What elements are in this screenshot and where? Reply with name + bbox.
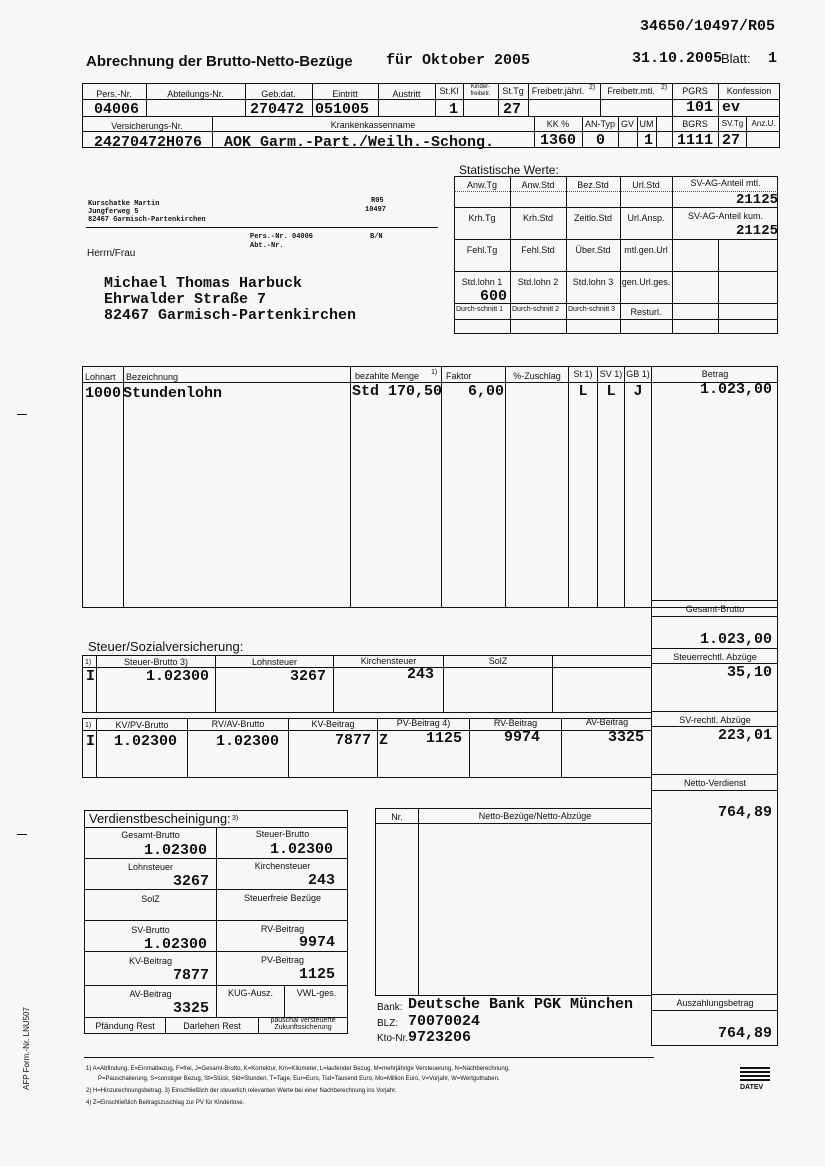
col-bezeichnung: Bezeichnung [126, 372, 179, 382]
label-konfession: Konfession [726, 86, 772, 96]
steuer-title: Steuer/Sozialversicherung: [88, 639, 244, 654]
stats-fehl-tg: Fehl.Tg [466, 245, 498, 255]
auszahlung-label: Auszahlungsbetrag [676, 998, 754, 1008]
label-solz: SolZ [488, 656, 508, 666]
note-2-b: 2) [661, 84, 668, 91]
vb-gesamt-brutto: 1.02300 [144, 842, 208, 859]
row-lohnart: 1000 [85, 385, 122, 402]
stats-std-lohn-1: Std.lohn 1 [461, 277, 503, 287]
stats-anw-std: Anw.Std [521, 180, 555, 190]
sender-abt-nr: Abt.-Nr. [250, 242, 284, 250]
label-lohnsteuer: Lohnsteuer [251, 657, 298, 667]
lohnsteuer-value: 3267 [289, 668, 326, 685]
salutation: Herrn/Frau [87, 248, 136, 259]
label-kinderfreibetrag: Kinder-freibetr. [470, 84, 491, 97]
stats-ag-kum-value: 21125 [735, 223, 778, 239]
footnote-1: 1) A=Abfindung, E=Einmalbezug, F=frei, J=Gesamt-Brutto, K=Korrektur, Km=Kilometer, L=laufender Bezug, M=mehrjährige Versteuerung, N=Nachberechnung, [86, 1066, 510, 1072]
pgrs-value: 101 [686, 99, 714, 116]
vb-label-av-beitrag: AV-Beitrag [129, 989, 172, 999]
sv-abzuege-value: 223,01 [717, 727, 772, 744]
kto-value: 9723206 [408, 1029, 472, 1046]
label-anz-u: Anz.U. [751, 119, 776, 128]
vb-kv-beitrag: 7877 [172, 967, 209, 984]
stats-gen-url-ges: gen.Url.ges. [621, 277, 671, 287]
kirchensteuer-value: 243 [406, 666, 434, 683]
stats-ag-mtl-label: SV-AG-Anteil mtl. [690, 178, 761, 188]
st-kl-value: 1 [449, 101, 459, 118]
col-lohnart: Lohnart [85, 372, 116, 382]
steuer-abzuege-value: 35,10 [726, 664, 772, 681]
document-title: Abrechnung der Brutto-Netto-Bezüge [86, 53, 353, 70]
sv-note-1: 1) [85, 722, 92, 729]
label-an-typ: AN-Typ [584, 119, 615, 129]
label-freibetr-mtl: Freibetr.mtl. [607, 86, 655, 96]
sv-kz: I [86, 733, 96, 750]
sheet-label: Blatt: [721, 51, 751, 66]
label-krankenkassenname: Krankenkassenname [330, 120, 416, 130]
stats-ag-mtl-value: 21125 [735, 192, 778, 208]
bank-name: Deutsche Bank PGK München [408, 996, 634, 1013]
row-faktor: 6,00 [467, 383, 504, 400]
stats-krh-std: Krh.Std [522, 213, 553, 223]
bank-label: Bank: [377, 1002, 403, 1013]
stats-durchschnitt-3: Durch-schnitt 3 [568, 306, 616, 313]
col-st: St 1) [573, 369, 593, 379]
sender-pers-nr: Pers.-Nr. 04006 [250, 233, 314, 241]
col-gb: GB 1) [626, 369, 650, 379]
konfession-value: ev [722, 99, 741, 116]
gesamt-brutto-value: 1.023,00 [699, 631, 772, 648]
netto-bezuege-table [375, 808, 652, 996]
vb-label-vwl-ges: VWL-ges. [296, 988, 337, 998]
auszahlung-value: 764,89 [717, 1025, 772, 1042]
netto-verdienst-label: Netto-Verdienst [683, 778, 747, 788]
label-st-tg: St.Tg [502, 86, 524, 96]
sender-bn: B/N [370, 233, 383, 241]
rv-beitrag-value: 9974 [503, 729, 540, 746]
stats-durchschnitt-1: Durch-schnitt 1 [456, 306, 504, 313]
kv-beitrag-value: 7877 [334, 732, 371, 749]
kto-label: Kto-Nr. [377, 1033, 409, 1044]
label-um: UM [639, 119, 654, 129]
vers-nr-value: 24270472H076 [94, 134, 203, 151]
document-date: 31.10.2005 [632, 50, 723, 67]
vb-sv-brutto: 1.02300 [144, 936, 208, 953]
rvav-brutto-value: 1.02300 [216, 733, 280, 750]
vb-lohnsteuer: 3267 [172, 873, 209, 890]
label-steuer-brutto: Steuer-Brutto 3) [123, 657, 189, 667]
stats-mtl-gen-url: mtl.gen.Url [624, 245, 668, 255]
steuer-note-1: 1) [85, 659, 92, 666]
footnote-4: 4) Z=Einschließlich Beitragszuschlag zur PV für Kinderlose. [86, 1100, 245, 1106]
steuer-kz: I [86, 668, 96, 685]
col-faktor: Faktor [446, 371, 472, 381]
vb-label-darlehen-rest: Darlehen Rest [183, 1021, 241, 1031]
vb-pv-beitrag: 1125 [298, 966, 335, 983]
col-sv: SV 1) [599, 369, 623, 379]
netto-nr-label: Nr. [391, 812, 403, 822]
label-kvpv-brutto: KV/PV-Brutto [115, 720, 169, 730]
um-value: 1 [644, 132, 654, 149]
stats-bez-std: Bez.Std [577, 180, 609, 190]
period: für Oktober 2005 [386, 52, 531, 69]
label-austritt: Austritt [392, 89, 421, 99]
label-rvav-brutto: RV/AV-Brutto [211, 719, 265, 729]
label-versicherungs-nr: Versicherungs-Nr. [111, 121, 183, 131]
label-kirchensteuer: Kirchensteuer [360, 656, 417, 666]
pv-kz: Z [379, 732, 389, 749]
geb-dat-value: 270472 [250, 101, 305, 118]
pv-beitrag-value: 1125 [425, 730, 462, 747]
vb-label-kv-beitrag: KV-Beitrag [128, 956, 173, 966]
sender-code-2: 10497 [365, 206, 387, 214]
col-bezahlte-menge: bezahlte Menge [355, 371, 420, 381]
bgrs-value: 1111 [677, 132, 714, 149]
row-st: L [578, 383, 588, 400]
av-beitrag-value: 3325 [607, 729, 644, 746]
vb-label-solz: SolZ [141, 894, 160, 904]
recipient-city: 82467 Garmisch-Partenkirchen [104, 307, 357, 324]
stats-fehl-std: Fehl.Std [521, 245, 555, 255]
blz-label: BLZ: [377, 1018, 399, 1029]
blz-value: 70070024 [408, 1013, 481, 1030]
document-reference: 34650/10497/R05 [640, 18, 776, 35]
col-betrag: Betrag [701, 369, 729, 379]
recipient-street: Ehrwalder Straße 7 [104, 291, 267, 308]
label-kk-pct: KK % [546, 119, 570, 129]
netto-verdienst-value: 764,89 [717, 804, 772, 821]
stats-ueber-std: Über.Std [575, 245, 611, 255]
footnote-1b: P=Pauschalierung, S=sonstiger Bezug, St=Stück, Std=Stunden, T=Tage, Eur=Euro, Tsd=Tausend Euro, Mo=Million Euro, V=Vorjahr, W=Wertguthaben. [98, 1076, 500, 1082]
row-gb: J [633, 383, 643, 400]
stats-durchschnitt-2: Durch-schnitt 2 [512, 306, 560, 313]
wage-table [82, 366, 778, 608]
label-bgrs: BGRS [682, 119, 708, 129]
label-pgrs: PGRS [682, 86, 708, 96]
vb-label-gesamt-brutto: Gesamt-Brutto [121, 830, 180, 840]
stats-url-std: Url.Std [632, 180, 660, 190]
verdienst-note: 3) [232, 815, 239, 822]
row-bezeichnung: Stundenlohn [123, 385, 223, 402]
stats-std-lohn-3: Std.lohn 3 [572, 277, 614, 287]
vb-label-pauschal: pauschal versteuerte Zukunftssicherung [270, 1017, 336, 1031]
sheet-number: 1 [768, 50, 778, 67]
vb-av-beitrag: 3325 [172, 1000, 209, 1017]
vb-label-steuer-brutto: Steuer-Brutto [255, 829, 310, 839]
stats-resturl: Resturl. [630, 307, 662, 317]
steuer-brutto-value: 1.02300 [145, 668, 209, 685]
label-av-beitrag: AV-Beitrag [585, 717, 629, 727]
label-sv-tg: SV.Tg [721, 119, 744, 128]
label-eintritt: Eintritt [332, 89, 358, 99]
col-zuschlag: %-Zuschlag [513, 371, 561, 381]
vb-label-rv-beitrag: RV-Beitrag [260, 924, 305, 934]
vb-rv-beitrag: 9974 [298, 934, 335, 951]
vb-label-pv-beitrag: PV-Beitrag [260, 955, 305, 965]
an-typ-value: 0 [596, 132, 606, 149]
vb-label-sv-brutto: SV-Brutto [131, 925, 170, 935]
kk-pct-value: 1360 [540, 132, 577, 149]
verdienst-title: Verdienstbescheinigung: [89, 811, 231, 826]
st-tg-value: 27 [503, 101, 522, 118]
sender-code-1: R05 [371, 197, 384, 205]
vb-label-pfaendung-rest: Pfändung Rest [95, 1021, 155, 1031]
form-number: AFP Form.-Nr. LNU507 [22, 1007, 31, 1090]
row-menge: Std 170,50 [352, 383, 443, 400]
label-freibetr-jaehrl: Freibetr.jährl. [531, 86, 585, 96]
note-2-a: 2) [589, 84, 596, 91]
label-st-kl: St.Kl [439, 86, 459, 96]
vb-steuer-brutto: 1.02300 [270, 841, 334, 858]
datev-label: DATEV [740, 1084, 764, 1091]
stats-std-lohn-1-value: 600 [480, 288, 508, 305]
recipient-name: Michael Thomas Harbuck [104, 275, 303, 292]
stats-krh-tg: Krh.Tg [468, 213, 496, 223]
vb-label-kug-ausz: KUG-Ausz. [227, 988, 273, 998]
label-pers-nr: Pers.-Nr. [96, 89, 132, 99]
vb-label-lohnsteuer: Lohnsteuer [127, 862, 174, 872]
stats-zeitlo-std: Zeitlo.Std [573, 213, 613, 223]
pers-nr-value: 04006 [94, 101, 140, 118]
kvpv-brutto-value: 1.02300 [114, 733, 178, 750]
sender-street: Jungferweg 5 [88, 208, 139, 216]
stats-anw-tg: Anw.Tg [466, 180, 497, 190]
eintritt-value: 051005 [315, 101, 370, 118]
gesamt-brutto-label: Gesamt-Brutto [685, 604, 745, 614]
label-geb-dat: Geb.dat. [261, 89, 296, 99]
label-abteilungs-nr: Abteilungs-Nr. [167, 89, 224, 99]
stats-url-ansp: Url.Ansp. [627, 213, 665, 223]
sv-tg-value: 27 [722, 132, 741, 149]
sender-name: Kurschatke Martin [88, 200, 160, 208]
stats-std-lohn-2: Std.lohn 2 [517, 277, 559, 287]
steuer-abzuege-label: Steuerrechtl. Abzüge [673, 652, 757, 662]
sv-abzuege-label: SV-rechtl. Abzüge [679, 715, 751, 725]
netto-bezuege-label: Netto-Bezüge/Netto-Abzüge [478, 811, 592, 821]
vb-label-kirchensteuer: Kirchensteuer [254, 861, 311, 871]
footnote-2: 2) H=Hinzurechnungsbetrag. 3) Einschließlich der steuerlich relevanten Werte bei einer Nachberechnung ins Vorjahr. [86, 1088, 397, 1094]
row-betrag: 1.023,00 [699, 381, 772, 398]
sender-city: 82467 Garmisch-Partenkirchen [88, 216, 206, 224]
stats-ag-kum-label: SV-AG-Anteil kum. [687, 211, 764, 221]
row-sv: L [606, 383, 616, 400]
label-kv-beitrag: KV-Beitrag [311, 719, 355, 729]
label-gv: GV [620, 119, 634, 129]
label-pv-beitrag: PV-Beitrag 4) [396, 718, 451, 728]
stats-title: Statistische Werte: [459, 163, 559, 177]
vb-label-steuerfreie-bezuege: Steuerfreie Bezüge [243, 893, 322, 903]
col-note-1: 1) [431, 369, 438, 376]
vb-kirchensteuer: 243 [307, 872, 335, 889]
datev-logo-icon [740, 1067, 770, 1085]
kasse-value: AOK Garm.-Part./Weilh.-Schong. [224, 134, 495, 151]
label-rv-beitrag: RV-Beitrag [493, 718, 538, 728]
